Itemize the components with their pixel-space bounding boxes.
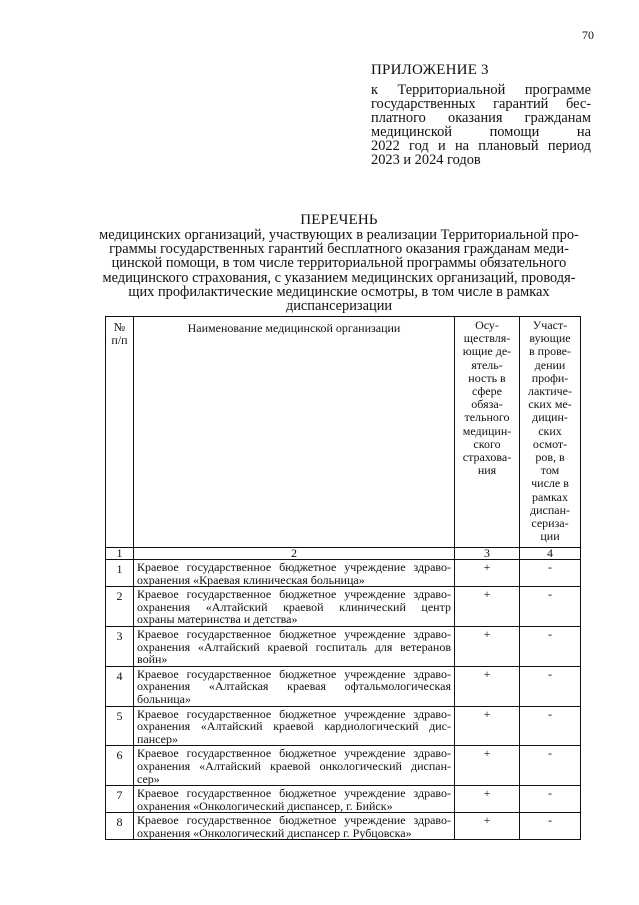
organization-name-line: охранения «Алтайская краевая офтальмологическая xyxy=(137,679,451,694)
appendix-line: 2022 год и на плановый период xyxy=(371,138,591,154)
organization-name-line: Краевое государственное бюджетное учреждение здраво- xyxy=(137,746,451,761)
table-row xyxy=(106,666,581,706)
header-oms-line: ского xyxy=(473,436,501,451)
heading-line: щих профилактические медицинские осмотры, в том числе в рамках xyxy=(128,283,550,300)
header-prof-line: лактиче- xyxy=(527,384,572,399)
header-prof-line: в прове- xyxy=(528,344,571,359)
header-oms-line: ющие де- xyxy=(462,344,512,359)
header-prof-line: дении xyxy=(534,357,566,372)
appendix-line: 2023 и 2024 годов xyxy=(371,152,481,168)
header-oms-line: ния xyxy=(477,463,497,478)
heading-line: медицинских организаций, участвующих в реализации Территориальной про- xyxy=(99,227,579,243)
header-prof-line: ских ме- xyxy=(528,397,572,412)
header-oms-line: ятель- xyxy=(471,357,503,372)
row-number: 3 xyxy=(106,626,134,666)
header-prof-line: Участ- xyxy=(532,318,568,332)
organization-name-line: охранения «Алтайский краевой кардиологический дис- xyxy=(137,719,451,734)
header-prof-line: числе в xyxy=(531,476,569,491)
header-oms-line: обяза- xyxy=(471,397,503,412)
row-number: 8 xyxy=(106,813,134,840)
column-index: 1 xyxy=(106,548,134,560)
appendix-line: государственных гарантий бес- xyxy=(371,96,591,112)
appendix-line: медицинской помощи на xyxy=(371,124,591,140)
row-number: 4 xyxy=(106,666,134,706)
header-preventive-exams xyxy=(520,317,581,548)
organization-name-line: сер» xyxy=(137,771,160,786)
preventive-mark: - xyxy=(520,786,581,813)
appendix-block xyxy=(371,62,591,167)
column-index: 4 xyxy=(520,548,581,560)
appendix-title: ПРИЛОЖЕНИЕ 3 xyxy=(371,62,489,78)
table-row xyxy=(106,706,581,746)
row-number: 5 xyxy=(106,706,134,746)
header-oms-line: тельного xyxy=(464,410,510,425)
organization-name xyxy=(134,626,455,666)
page-number: 70 xyxy=(582,28,594,42)
table-header-row xyxy=(106,317,581,548)
heading-line: цинской помощи, в том числе территориальной программы обязательного xyxy=(111,255,567,272)
organization-name-line: Краевое государственное бюджетное учреждение здраво- xyxy=(137,666,451,681)
heading-line: граммы государственных гарантий бесплатного оказания гражданам меди- xyxy=(109,241,569,258)
organization-name-line: Краевое государственное бюджетное учреждение здраво- xyxy=(137,560,451,574)
organization-name-line: войн» xyxy=(137,652,168,667)
header-prof-line: профи- xyxy=(531,370,569,385)
organization-name xyxy=(134,746,455,786)
organization-name-line: Краевое государственное бюджетное учреждение здраво- xyxy=(137,706,451,721)
oms-mark: + xyxy=(455,560,520,587)
header-prof-line: осмот- xyxy=(532,436,568,451)
organization-name xyxy=(134,560,455,587)
header-prof-line: ров, в xyxy=(535,450,565,465)
oms-mark: + xyxy=(455,626,520,666)
header-number-line: № xyxy=(113,320,126,334)
header-oms-line: Осу- xyxy=(475,318,499,332)
appendix-line: платного оказания гражданам xyxy=(371,110,591,126)
oms-mark: + xyxy=(455,813,520,840)
header-oms-activity xyxy=(455,317,520,548)
row-number: 6 xyxy=(106,746,134,786)
preventive-mark: - xyxy=(520,560,581,587)
document-title: ПЕРЕЧЕНЬ xyxy=(300,212,378,228)
oms-mark: + xyxy=(455,746,520,786)
header-oms-line: ществля- xyxy=(463,331,511,346)
oms-mark: + xyxy=(455,786,520,813)
preventive-mark: - xyxy=(520,587,581,627)
organization-name xyxy=(134,587,455,627)
table-row xyxy=(106,587,581,627)
header-prof-line: ции xyxy=(540,529,560,544)
organization-name-line: Краевое государственное бюджетное учреждение здраво- xyxy=(137,813,451,828)
header-prof-line: том xyxy=(540,463,560,478)
header-prof-line: диспан- xyxy=(529,502,571,517)
document-heading xyxy=(78,212,600,313)
header-oms-line: сфере xyxy=(472,384,502,399)
header-organization-name xyxy=(134,317,455,548)
organization-name-line: охранения «Алтайский краевой онкологический диспан- xyxy=(137,758,451,773)
column-index: 2 xyxy=(134,548,455,560)
header-number-line: п/п xyxy=(111,333,128,347)
organization-name xyxy=(134,786,455,813)
column-index: 3 xyxy=(455,548,520,560)
organizations-table xyxy=(105,316,581,840)
organization-name xyxy=(134,666,455,706)
header-prof-line: ских xyxy=(538,423,562,438)
header-oms-line: страхова- xyxy=(462,450,512,465)
preventive-mark: - xyxy=(520,706,581,746)
organization-name-line: пансер» xyxy=(137,731,178,746)
header-number xyxy=(106,317,134,548)
header-prof-line: вующие xyxy=(529,331,571,346)
preventive-mark: - xyxy=(520,813,581,840)
preventive-mark: - xyxy=(520,666,581,706)
row-number: 2 xyxy=(106,587,134,627)
oms-mark: + xyxy=(455,587,520,627)
organization-name-line: больница» xyxy=(137,691,191,706)
organization-name-line: Краевое государственное бюджетное учреждение здраво- xyxy=(137,587,451,602)
organization-name-line: охраны материнства и детства» xyxy=(137,612,298,627)
table-row xyxy=(106,746,581,786)
header-prof-line: дицин- xyxy=(532,410,568,425)
organization-name-line: охранения «Онкологический диспансер, г. Бийск» xyxy=(137,798,393,813)
table-row xyxy=(106,786,581,813)
organization-name-line: Краевое государственное бюджетное учреждение здраво- xyxy=(137,626,451,641)
organization-name-line: охранения «Краевая клиническая больница» xyxy=(137,572,365,587)
table-row xyxy=(106,813,581,840)
organization-name-line: Краевое государственное бюджетное учреждение здраво- xyxy=(137,786,451,801)
organization-name-line: охранения «Алтайский краевой клинический центр xyxy=(137,599,451,614)
organization-name-line: охранения «Алтайский краевой госпиталь для ветеранов xyxy=(137,639,451,654)
header-prof-line: рамках xyxy=(532,489,568,504)
organization-name xyxy=(134,813,455,840)
header-oms-line: ность в xyxy=(468,370,506,385)
row-number: 1 xyxy=(106,560,134,587)
preventive-mark: - xyxy=(520,626,581,666)
column-index-row xyxy=(106,548,581,560)
oms-mark: + xyxy=(455,666,520,706)
organization-name-line: охранения «Онкологический диспансер г. Рубцовска» xyxy=(137,825,412,840)
row-number: 7 xyxy=(106,786,134,813)
oms-mark: + xyxy=(455,706,520,746)
heading-line: медицинского страхования, с указанием медицинских организаций, проводя- xyxy=(102,269,576,286)
table-row xyxy=(106,560,581,587)
appendix-line: к Территориальной программе xyxy=(371,82,591,98)
header-organization-name-text: Наименование медицинской организации xyxy=(187,321,401,335)
table-row xyxy=(106,626,581,666)
header-prof-line: сериза- xyxy=(531,516,569,531)
organization-name xyxy=(134,706,455,746)
header-oms-line: медицин- xyxy=(462,423,512,438)
preventive-mark: - xyxy=(520,746,581,786)
heading-line: диспансеризации xyxy=(285,298,393,315)
